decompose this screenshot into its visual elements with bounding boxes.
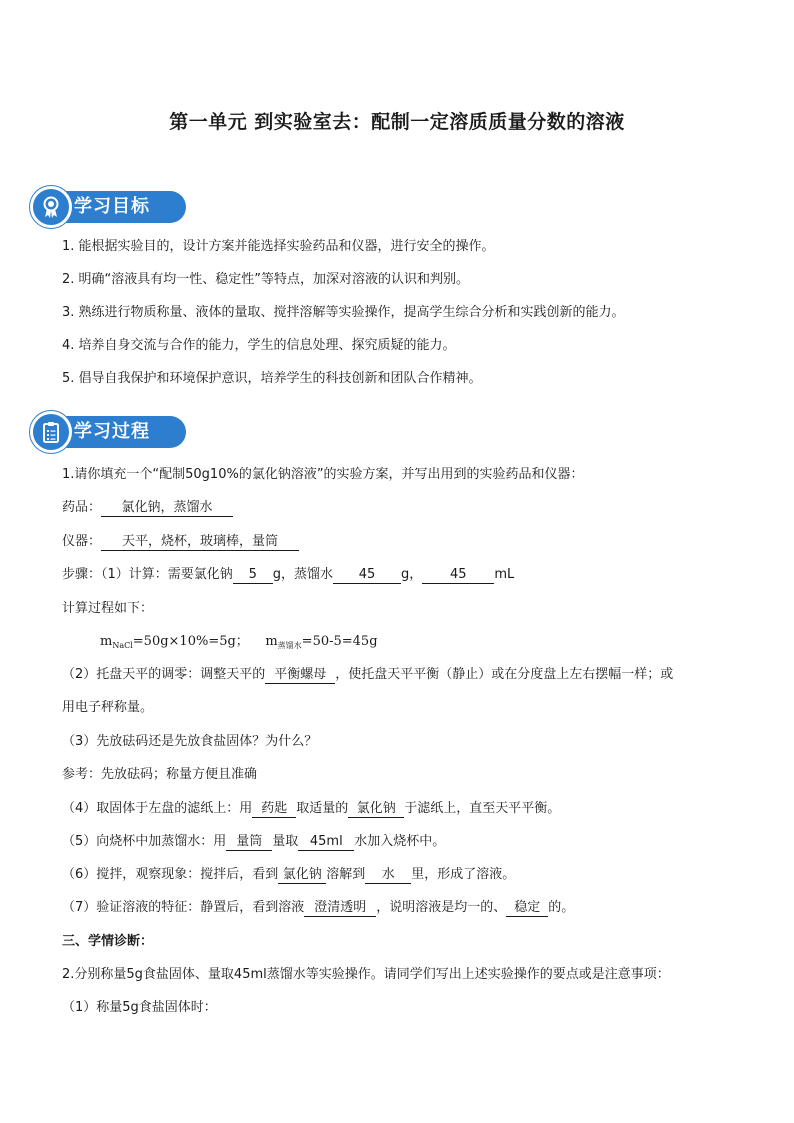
calc-sub: 蒸馏水 bbox=[277, 641, 302, 650]
step6-answer-2: 水 bbox=[365, 867, 411, 884]
section-banner-learning-process bbox=[30, 411, 186, 453]
section-banner-learning-goals bbox=[30, 186, 186, 228]
goal-item: 1. 能根据实验目的，设计方案并能选择实验药品和仪器，进行安全的操作。 bbox=[62, 239, 495, 254]
step7-text: （7）验证溶液的特征：静置后，看到溶液 bbox=[62, 900, 305, 915]
step7-answer-2: 稳定 bbox=[506, 900, 548, 917]
page-title: 第一单元 到实验室去：配制一定溶质质量分数的溶液 bbox=[169, 111, 625, 133]
step1-text: g，蒸馏水 bbox=[272, 567, 334, 582]
section3-heading: 三、学情诊断： bbox=[62, 934, 154, 949]
step2-cont: 用电子秤称量。 bbox=[62, 700, 154, 715]
calc-eq: =50-5=45g bbox=[301, 634, 378, 649]
step3-reference: 参考：先放砝码；称量方便且准确 bbox=[62, 767, 258, 782]
calc-sub: NaCl bbox=[112, 641, 133, 650]
step1-line bbox=[62, 566, 514, 584]
calc-m: m bbox=[100, 634, 113, 649]
goal-item: 2. 明确“溶液具有均一性、稳定性”等特点，加深对溶液的认识和判别。 bbox=[62, 272, 470, 287]
question-2: 2.分别称量5g食盐固体、量取45ml蒸馏水等实验操作。请同学们写出上述实验操作的要点或是注意事项： bbox=[62, 967, 670, 982]
award-ribbon-icon bbox=[30, 186, 72, 228]
question-2-1: （1）称量5g食盐固体时： bbox=[62, 1000, 217, 1015]
calc-eq: =50g×10%=5g； bbox=[132, 634, 249, 649]
step1-unit: mL bbox=[494, 567, 515, 582]
instruments-line bbox=[62, 533, 299, 551]
step4-answer-2: 氯化钠 bbox=[348, 801, 404, 818]
drugs-answer: 氯化钠，蒸馏水 bbox=[101, 500, 233, 517]
calc-formula bbox=[100, 633, 378, 655]
step1-water-g-answer: 45 bbox=[333, 567, 401, 584]
section-label: 学习过程 bbox=[74, 421, 150, 442]
goal-item: 3. 熟练进行物质称量、液体的量取、搅拌溶解等实验操作，提高学生综合分析和实践创新的能力。 bbox=[62, 305, 625, 320]
step7-line bbox=[62, 899, 574, 917]
step5-text: 水加入烧杯中。 bbox=[354, 834, 446, 849]
drugs-line bbox=[62, 499, 233, 517]
step1-water-ml-answer: 45 bbox=[422, 567, 494, 584]
step1-text: 步骤：（1）计算：需要氯化钠 bbox=[62, 567, 233, 582]
step2-text: ，使托盘天平平衡（静止）或在分度盘上左右摆幅一样；或 bbox=[335, 667, 674, 682]
step5-text: 量取 bbox=[272, 834, 299, 849]
step1-nacl-answer: 5 bbox=[233, 567, 273, 584]
step2-line bbox=[62, 666, 673, 684]
step4-text: （4）取固体于左盘的滤纸上：用 bbox=[62, 801, 253, 816]
step6-text: （6）搅拌，观察现象：搅拌后，看到 bbox=[62, 867, 279, 882]
step4-text: 取适量的 bbox=[296, 801, 349, 816]
step4-line bbox=[62, 800, 560, 818]
calc-label: 计算过程如下： bbox=[62, 601, 154, 616]
step2-text: （2）托盘天平的调零：调整天平的 bbox=[62, 667, 266, 682]
step5-answer-2: 45ml bbox=[298, 834, 354, 851]
step6-answer-1: 氯化钠 bbox=[278, 867, 326, 884]
instruments-answer: 天平，烧杯，玻璃棒，量筒 bbox=[101, 534, 299, 551]
step2-answer: 平衡螺母 bbox=[265, 667, 335, 684]
drugs-label: 药品： bbox=[62, 500, 102, 515]
section-label: 学习目标 bbox=[74, 196, 150, 217]
instruments-label: 仪器： bbox=[62, 534, 102, 549]
question-1: 1.请你填充一个“配制50g10%的氯化钠溶液”的实验方案，并写出用到的实验药品和仪器： bbox=[62, 467, 584, 482]
clipboard-checklist-icon bbox=[30, 411, 72, 453]
step7-answer-1: 澄清透明 bbox=[304, 900, 376, 917]
step5-line bbox=[62, 833, 445, 851]
step7-text: 的。 bbox=[548, 900, 575, 915]
goal-item: 4. 培养自身交流与合作的能力，学生的信息处理、探究质疑的能力。 bbox=[62, 338, 456, 353]
step1-text: g， bbox=[401, 567, 423, 582]
step4-text: 于滤纸上，直至天平平衡。 bbox=[404, 801, 561, 816]
step7-text: ，说明溶液是均一的、 bbox=[376, 900, 507, 915]
goal-item: 5. 倡导自我保护和环境保护意识，培养学生的科技创新和团队合作精神。 bbox=[62, 371, 482, 386]
step6-line bbox=[62, 866, 515, 884]
step6-text: 溶解到 bbox=[326, 867, 366, 882]
step6-text: 里，形成了溶液。 bbox=[411, 867, 516, 882]
step4-answer-1: 药匙 bbox=[252, 801, 296, 818]
calc-m: m bbox=[265, 634, 278, 649]
step5-text: （5）向烧杯中加蒸馏水：用 bbox=[62, 834, 227, 849]
step3-line: （3）先放砝码还是先放食盐固体？为什么？ bbox=[62, 734, 318, 749]
step5-answer-1: 量筒 bbox=[226, 834, 272, 851]
